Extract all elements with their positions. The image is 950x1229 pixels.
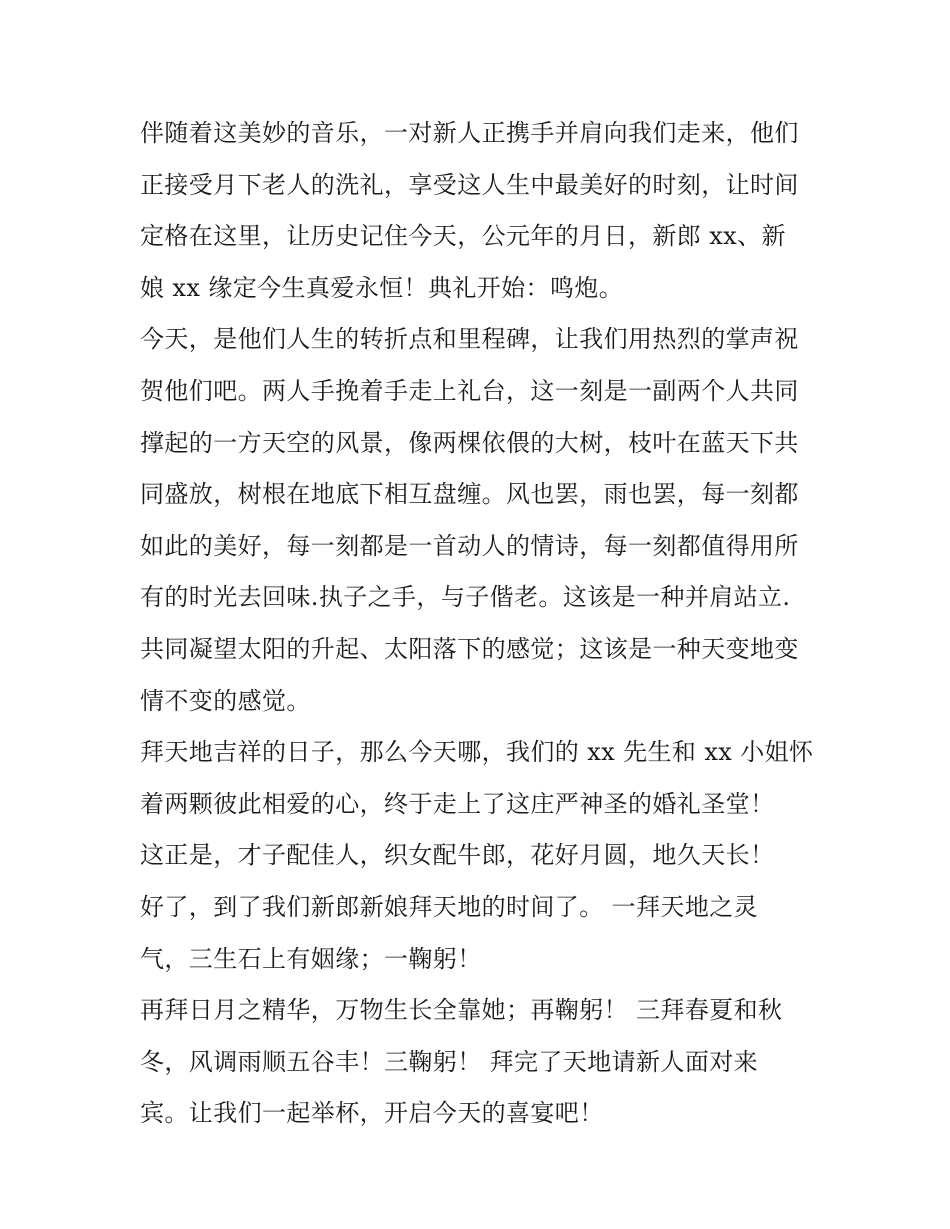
text-line-1: 伴随着这美妙的音乐，一对新人正携手并肩向我们走来，他们: [140, 119, 799, 147]
text-line-10: 有的时光去回味.执子之手，与子偕老。这该是一种并肩站立.: [140, 583, 791, 612]
text-line-4: 娘 xx 缘定今生真爱永恒！典礼开始：鸣炮。: [140, 273, 624, 302]
text-line-16: 好了，到了我们新郎新娘拜天地的时间了。 一拜天地之灵: [140, 892, 759, 921]
text-line-9: 如此的美好，每一刻都是一首动人的情诗，每一刻都值得用所: [140, 531, 799, 560]
text-line-15: 这正是，才子配佳人，织女配牛郎，花好月圆，地久天长！: [140, 841, 775, 870]
text-line-7: 撑起的一方天空的风景，像两棵依偎的大树，枝叶在蓝天下共: [140, 428, 799, 457]
text-line-5: 今天，是他们人生的转折点和里程碑，让我们用热烈的掌声祝: [140, 325, 799, 354]
text-line-3: 定格在这里，让历史记住今天，公元年的月日，新郎 xx、新: [140, 222, 786, 251]
text-line-20: 宾。让我们一起举杯，开启今天的喜宴吧！: [140, 1099, 604, 1128]
document-body: [140, 108, 820, 1140]
text-line-6: 贺他们吧。两人手挽着手走上礼台，这一刻是一副两个人共同: [140, 376, 799, 405]
text-line-13: 拜天地吉祥的日子，那么今天哪，我们的 xx 先生和 xx 小姐怀: [140, 738, 814, 767]
text-line-11: 共同凝望太阳的升起、太阳落下的感觉；这该是一种天变地变: [140, 634, 799, 663]
text-line-2: 正接受月下老人的洗礼，享受这人生中最美好的时刻，让时间: [140, 170, 799, 199]
text-line-12: 情不变的感觉。: [140, 686, 311, 715]
text-line-19: 冬，风调雨顺五谷丰！三鞠躬！ 拜完了天地请新人面对来: [140, 1047, 759, 1076]
text-line-8: 同盛放，树根在地底下相互盘缠。风也罢，雨也罢，每一刻都: [140, 480, 799, 509]
text-line-18: 再拜日月之精华，万物生长全靠她；再鞠躬！ 三拜春夏和秋: [140, 996, 783, 1025]
text-line-17: 气，三生石上有姻缘；一鞠躬！: [140, 944, 482, 973]
text-line-14: 着两颗彼此相爱的心，终于走上了这庄严神圣的婚礼圣堂！: [140, 789, 775, 818]
